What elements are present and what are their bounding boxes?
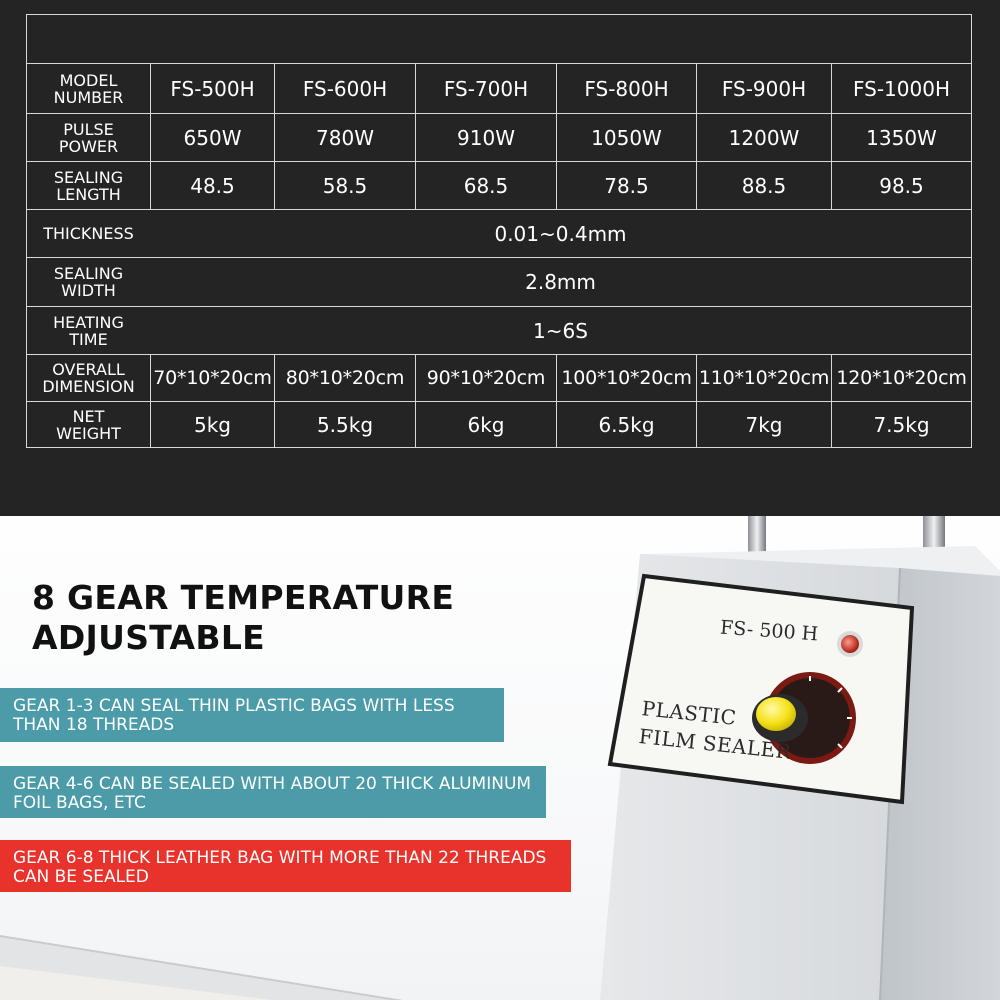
row-label: SEALING WIDTH (53, 264, 124, 300)
table-cell: FS-500H (150, 64, 274, 113)
gear-banner-1-3 (0, 688, 504, 742)
gear-banner-line1: GEAR 1-3 CAN SEAL THIN PLASTIC BAGS WITH LESS (13, 696, 455, 716)
table-cell: FS-800H (556, 64, 696, 113)
table-cell: 88.5 (696, 162, 831, 209)
table-row-sealing-width (27, 257, 971, 306)
table-cell: 5kg (150, 402, 274, 447)
machine-product-label-line1: PLASTIC (640, 696, 738, 730)
table-cell: 110*10*20cm (696, 355, 831, 401)
table-cell: 48.5 (150, 162, 274, 209)
row-label: THICKNESS (43, 224, 134, 243)
table-cell-span: 0.01~0.4mm (494, 221, 627, 246)
table-cell: 120*10*20cm (831, 355, 971, 401)
table-cell: FS-900H (696, 64, 831, 113)
row-label: SEALING LENGTH (53, 167, 124, 204)
product-section (0, 516, 1000, 1000)
gear-banner-6-8 (0, 840, 571, 892)
table-cell: 780W (274, 114, 415, 161)
spec-table (26, 14, 972, 448)
table-cell: 98.5 (831, 162, 971, 209)
row-label: HEATING TIME (53, 312, 124, 349)
table-row-overall-dimension (27, 354, 971, 401)
table-cell: 70*10*20cm (150, 355, 274, 401)
feature-heading-line2: ADJUSTABLE (32, 618, 265, 657)
machine-product-label-line2: FILM SEALER (637, 723, 793, 764)
table-cell: 5.5kg (274, 402, 415, 447)
gear-banner-line1: GEAR 6-8 THICK LEATHER BAG WITH MORE THAN 22 THREADS (13, 848, 547, 868)
table-cell: 910W (415, 114, 556, 161)
table-cell: 78.5 (556, 162, 696, 209)
table-cell: 100*10*20cm (556, 355, 696, 401)
feature-heading (32, 578, 454, 658)
row-label: OVERALL DIMENSION (42, 360, 135, 396)
gear-banner-line1: GEAR 4-6 CAN BE SEALED WITH ABOUT 20 THICK ALUMINUM (13, 774, 532, 794)
table-cell: 68.5 (415, 162, 556, 209)
table-cell-span: 2.8mm (525, 270, 596, 294)
table-cell: 80*10*20cm (274, 355, 415, 401)
sealer-base-image (0, 896, 620, 1000)
table-row-model-number (27, 63, 971, 113)
table-cell: 6.5kg (556, 402, 696, 447)
table-row-pulse-power (27, 113, 971, 161)
row-label: NET WEIGHT (56, 406, 121, 443)
feature-heading-line1: 8 GEAR TEMPERATURE (32, 578, 455, 617)
table-cell: FS-1000H (831, 64, 971, 113)
machine-model-label: FS- 500 H (719, 616, 819, 646)
table-cell: 6kg (415, 402, 556, 447)
table-cell: 1350W (831, 114, 971, 161)
table-cell: 1050W (556, 114, 696, 161)
table-cell: 58.5 (274, 162, 415, 209)
table-cell: 7kg (696, 402, 831, 447)
table-cell: FS-600H (274, 64, 415, 113)
table-cell: 7.5kg (831, 402, 971, 447)
table-row-sealing-length (27, 161, 971, 209)
table-row-thickness (27, 209, 971, 257)
gear-banner-line2: FOIL BAGS, ETC (13, 793, 146, 813)
row-label: PULSE POWER (58, 119, 119, 156)
table-cell: 90*10*20cm (415, 355, 556, 401)
table-row-heating-time (27, 306, 971, 354)
table-cell: FS-700H (415, 64, 556, 113)
gear-banner-4-6 (0, 766, 546, 818)
table-header-empty (27, 15, 971, 63)
table-cell: 650W (150, 114, 274, 161)
table-cell-span: 1~6S (533, 318, 588, 343)
table-row-net-weight (27, 401, 971, 447)
row-label: MODEL NUMBER (53, 70, 124, 107)
gear-banner-line2: CAN BE SEALED (13, 867, 149, 887)
table-cell: 1200W (696, 114, 831, 161)
gear-banner-line2: THAN 18 THREADS (13, 715, 175, 735)
